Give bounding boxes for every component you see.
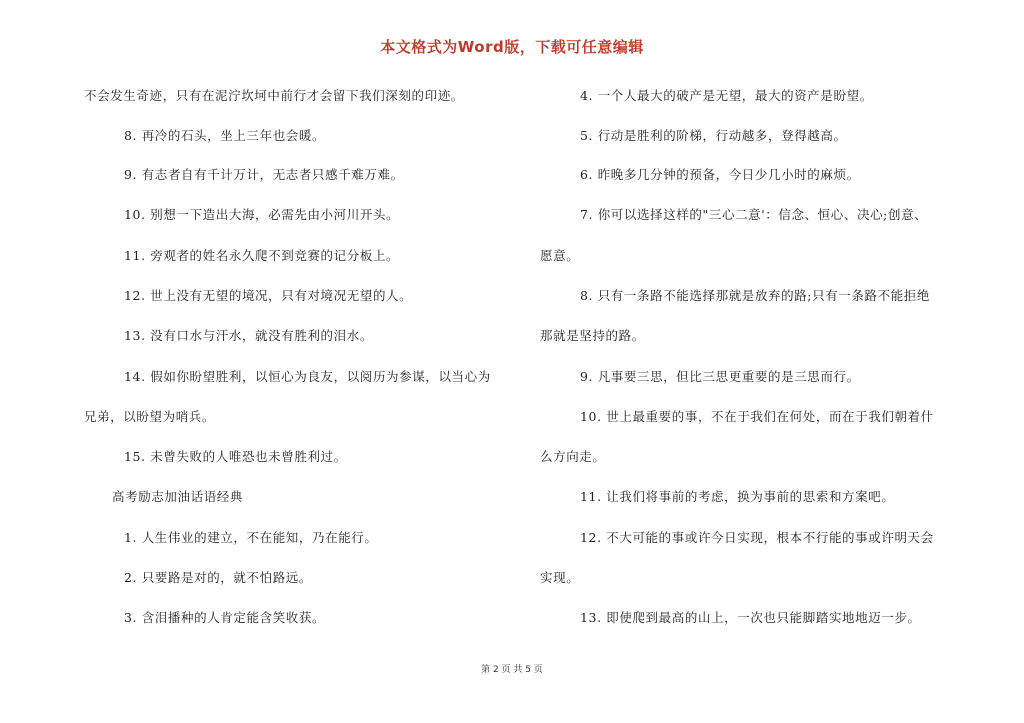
quote-item-7-continued: 愿意。	[540, 248, 580, 263]
quote-item-10-right: 10. 世上最重要的事，不在于我们在何处，而在于我们朝着什	[580, 409, 934, 424]
quote-item-3: 3. 含泪播种的人肯定能含笑收获。	[124, 610, 326, 625]
page-number-footer: 第 2 页 共 5 页	[481, 665, 543, 675]
section-heading: 高考励志加油话语经典	[112, 489, 244, 504]
quote-item-5: 5. 行动是胜利的阶梯，行动越多，登得越高。	[580, 128, 847, 143]
quote-item-4: 4. 一个人最大的破产是无望，最大的资产是盼望。	[580, 88, 873, 103]
quote-item-12-right-continued: 实现。	[540, 570, 580, 585]
quote-item-9: 9. 有志者自有千计万计，无志者只感千难万难。	[124, 167, 404, 182]
quote-item-14: 14. 假如你盼望胜利，以恒心为良友，以阅历为参谋，以当心为	[124, 369, 491, 384]
quote-item-15: 15. 未曾失败的人唯恐也未曾胜利过。	[124, 449, 347, 464]
quote-item-12: 12. 世上没有无望的境况，只有对境况无望的人。	[124, 288, 413, 303]
quote-item-11: 11. 旁观者的姓名永久爬不到竞赛的记分板上。	[124, 248, 400, 263]
quote-item-13-right: 13. 即使爬到最高的山上，一次也只能脚踏实地地迈一步。	[580, 610, 921, 625]
paragraph-line: 不会发生奇迹，只有在泥泞坎坷中前行才会留下我们深刻的印迹。	[84, 88, 464, 103]
quote-item-12-right: 12. 不大可能的事或许今日实现，根本不行能的事或许明天会	[580, 530, 934, 545]
quote-item-8: 8. 再冷的石头，坐上三年也会暖。	[124, 128, 326, 143]
quote-item-13: 13. 没有口水与汗水，就没有胜利的泪水。	[124, 328, 373, 343]
quote-item-8-right-continued: 那就是坚持的路。	[540, 328, 645, 343]
quote-item-9-right: 9. 凡事要三思，但比三思更重要的是三思而行。	[580, 369, 860, 384]
page-header-title: 本文格式为Word版，下载可任意编辑	[380, 38, 644, 56]
quote-item-7: 7. 你可以选择这样的"三心二意'：信念、恒心、决心;创意、	[580, 207, 928, 222]
quote-item-1: 1. 人生伟业的建立，不在能知，乃在能行。	[124, 530, 378, 545]
quote-item-10-right-continued: 么方向走。	[540, 449, 606, 464]
quote-item-2: 2. 只要路是对的，就不怕路远。	[124, 570, 313, 585]
quote-item-10: 10. 别想一下造出大海，必需先由小河川开头。	[124, 207, 400, 222]
quote-item-8-right: 8. 只有一条路不能选择那就是放弃的路;只有一条路不能拒绝	[580, 288, 931, 303]
quote-item-6: 6. 昨晚多几分钟的预备，今日少几小时的麻烦。	[580, 167, 860, 182]
quote-item-14-continued: 兄弟，以盼望为哨兵。	[84, 409, 216, 424]
quote-item-11-right: 11. 让我们将事前的考虑，换为事前的思索和方案吧。	[580, 489, 895, 504]
